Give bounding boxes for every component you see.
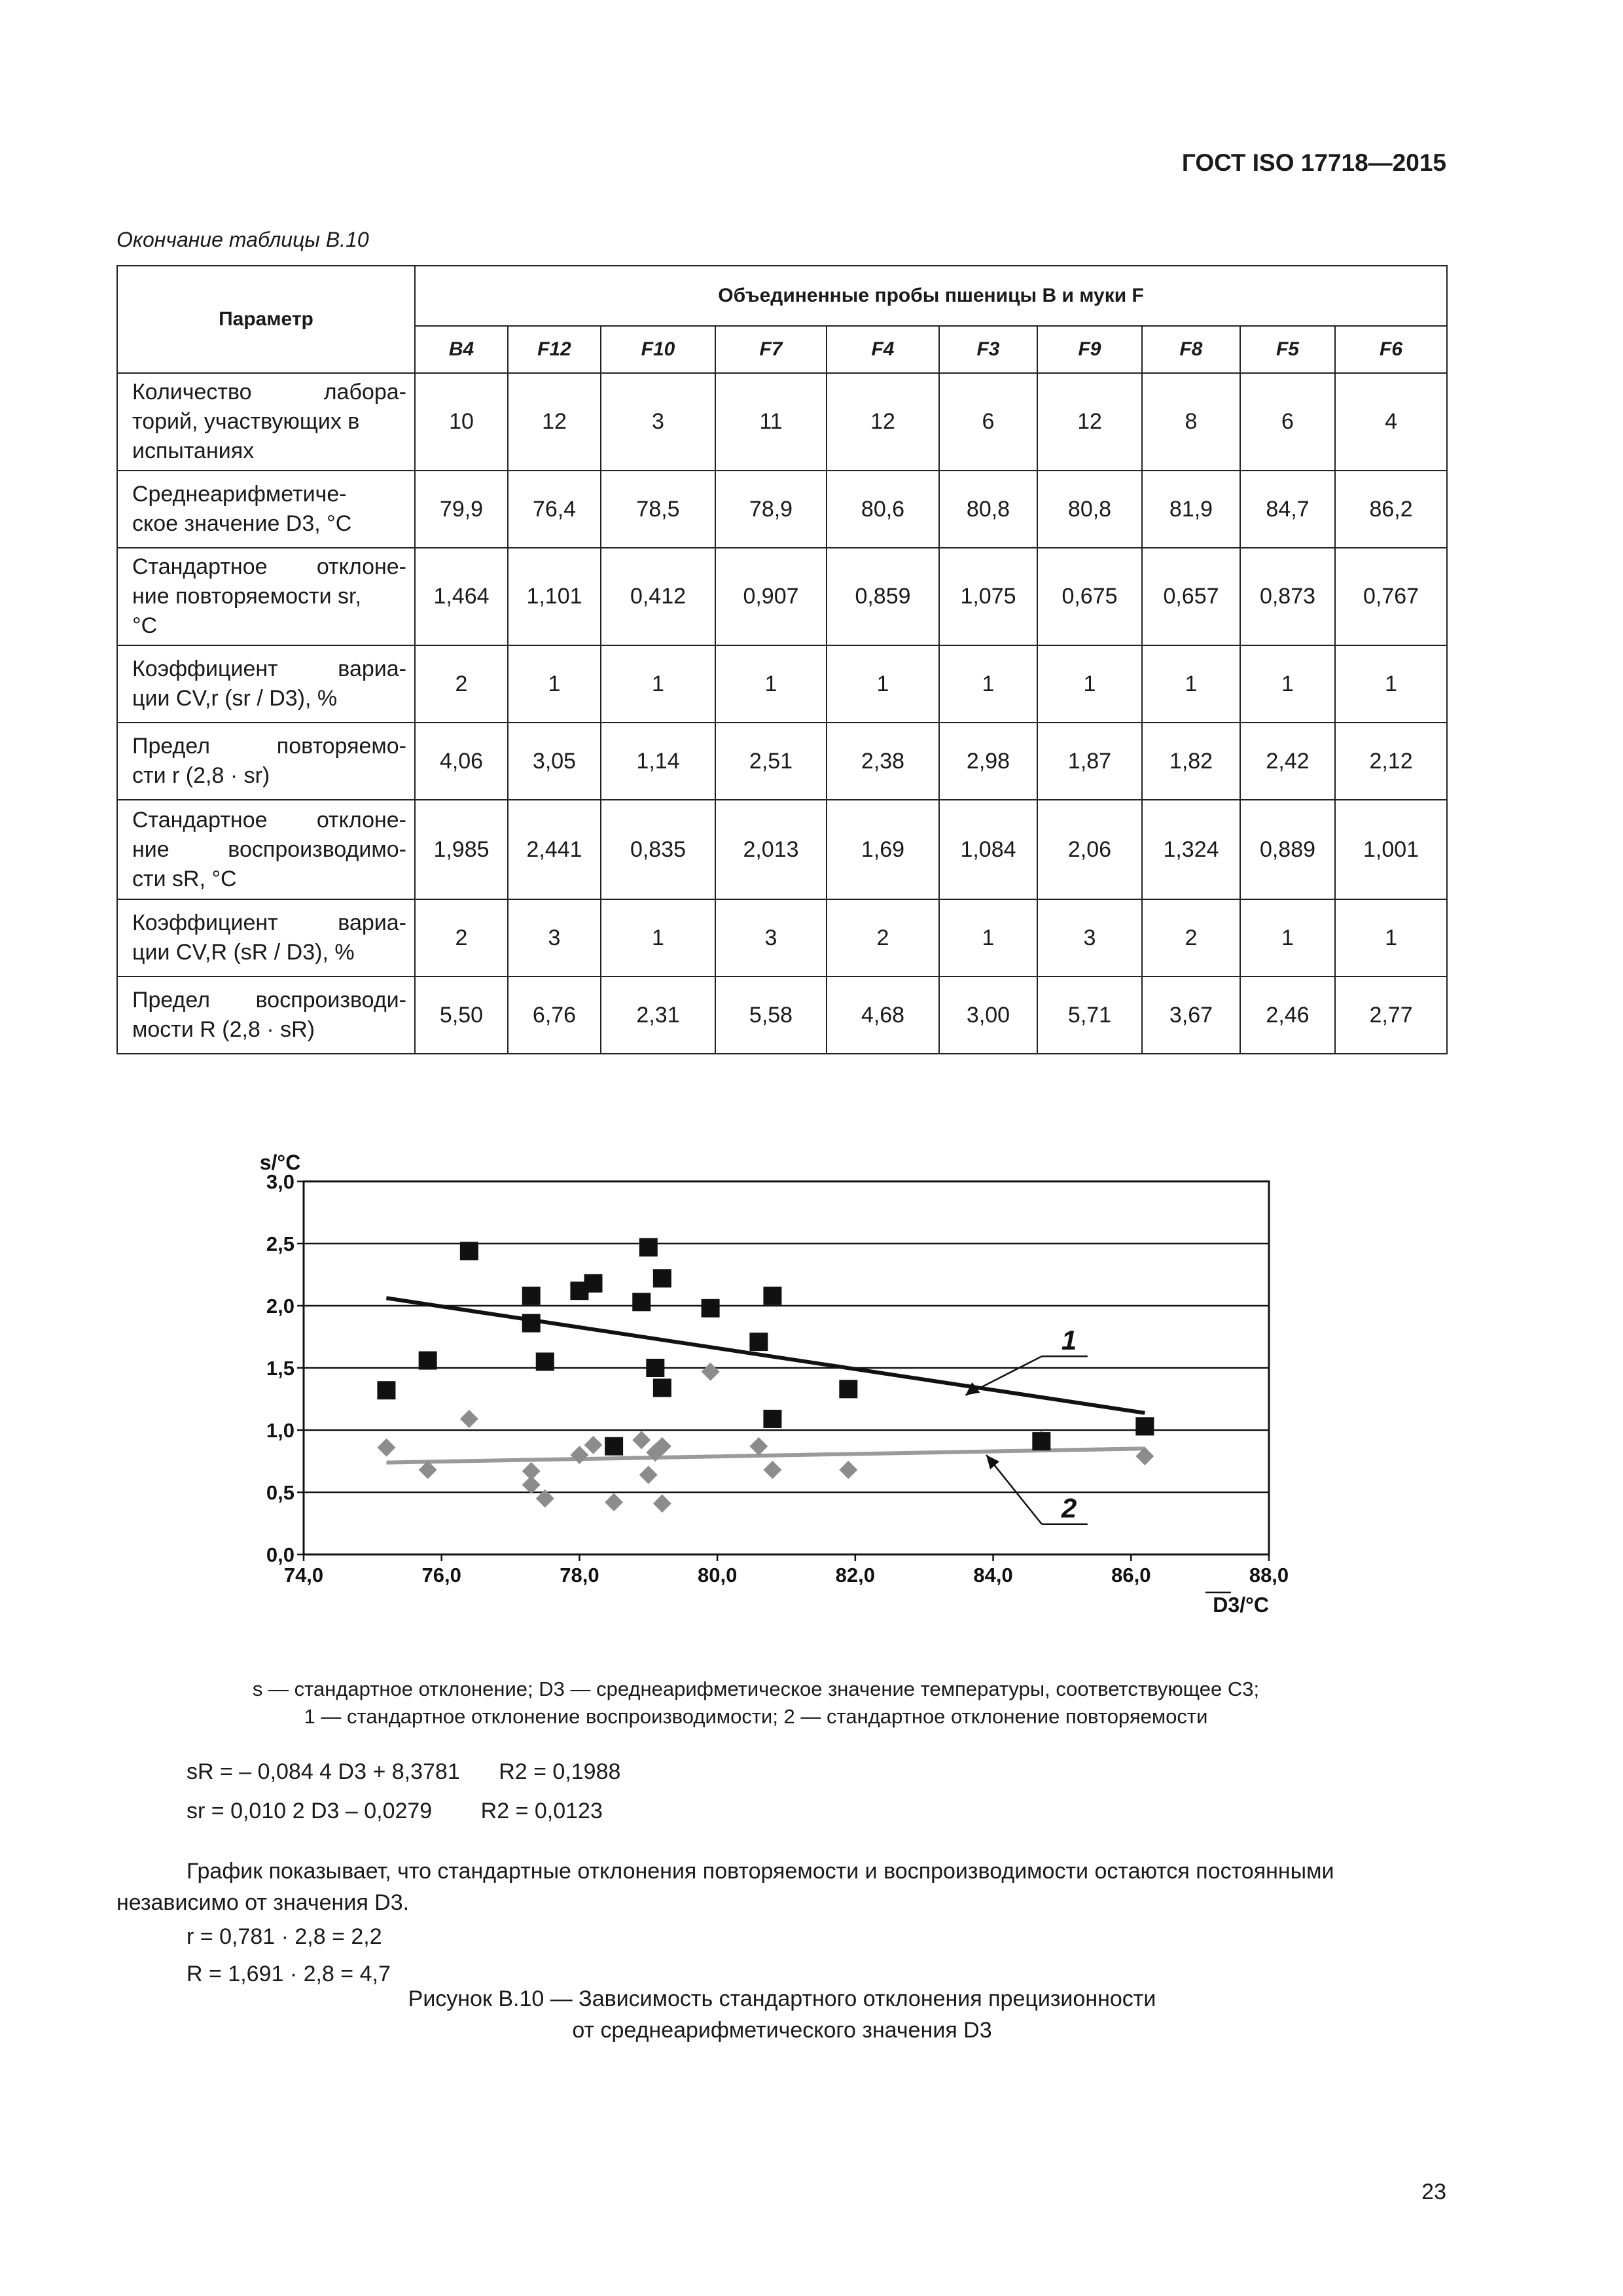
row-label — [117, 800, 415, 899]
group-header — [415, 266, 1447, 326]
value-cell: 12 — [508, 373, 601, 471]
value-cell: 2 — [827, 899, 939, 977]
value-cell: 5,71 — [1037, 977, 1142, 1054]
document-id: ГОСТ ISO 17718—2015 — [1181, 149, 1446, 176]
value-cell: 1 — [939, 899, 1037, 977]
data-point-repeatability — [570, 1446, 588, 1464]
value-cell: 2,441 — [508, 800, 601, 899]
value-cell: 2,013 — [715, 800, 827, 899]
value-cell: 3 — [601, 373, 715, 471]
table-row — [117, 373, 1447, 471]
value-cell: 3 — [508, 899, 601, 977]
equation-sR-r2: R2 = 0,1988 — [499, 1759, 621, 1784]
value-cell: 6 — [1240, 373, 1335, 471]
data-point-reproducibility — [653, 1378, 671, 1397]
row-label — [117, 548, 415, 645]
value-cell: 1 — [508, 645, 601, 723]
x-tick-label: 86,0 — [1111, 1564, 1151, 1587]
data-point-repeatability — [702, 1363, 720, 1381]
value-cell: 12 — [1037, 373, 1142, 471]
value-cell: 1 — [1240, 899, 1335, 977]
x-tick-label: 82,0 — [835, 1564, 876, 1587]
data-point-repeatability — [749, 1437, 768, 1456]
data-point-reproducibility — [377, 1381, 395, 1399]
row-label-line: ние повторяемости sr, — [132, 584, 361, 609]
value-cell: 0,889 — [1240, 800, 1335, 899]
table-row — [117, 471, 1447, 548]
value-cell: 2 — [1142, 899, 1240, 977]
data-point-repeatability — [839, 1461, 857, 1479]
data-point-repeatability — [522, 1476, 541, 1494]
data-point-reproducibility — [632, 1293, 651, 1311]
code-cell: F8 — [1142, 326, 1240, 373]
row-label-line: ции CV,R (sR / D3), % — [132, 940, 355, 965]
value-cell: 2,98 — [939, 723, 1037, 800]
value-cell: 1 — [1142, 645, 1240, 723]
table-row — [117, 723, 1447, 800]
row-label-line: испытаниях — [132, 439, 255, 463]
table-row — [117, 977, 1447, 1054]
value-cell: 5,50 — [415, 977, 508, 1054]
code-cell: F3 — [939, 326, 1037, 373]
value-cell: 1,14 — [601, 723, 715, 800]
value-cell: 11 — [715, 373, 827, 471]
row-label-line: Стандартное отклоне- — [132, 554, 406, 579]
row-label — [117, 899, 415, 977]
table-caption: Окончание таблицы В.10 — [116, 228, 369, 251]
value-cell: 1 — [1335, 899, 1447, 977]
value-cell: 0,907 — [715, 548, 827, 645]
figure-caption-line-2: от среднеарифметического значения D3 — [572, 2018, 992, 2043]
value-cell: 2,06 — [1037, 800, 1142, 899]
table-row — [117, 548, 1447, 645]
row-label — [117, 373, 415, 471]
table-row — [117, 899, 1447, 977]
value-cell: 6,76 — [508, 977, 601, 1054]
page-number: 23 — [1421, 2179, 1446, 2204]
value-cell: 84,7 — [1240, 471, 1335, 548]
value-cell: 76,4 — [508, 471, 601, 548]
value-cell: 81,9 — [1142, 471, 1240, 548]
code-cell: F5 — [1240, 326, 1335, 373]
value-cell: 6 — [939, 373, 1037, 471]
data-point-reproducibility — [522, 1314, 541, 1333]
equation-sr-r2: R2 = 0,0123 — [480, 1799, 603, 1823]
value-cell: 2,42 — [1240, 723, 1335, 800]
row-label-line: °C — [132, 613, 158, 638]
row-label-line: сти sR, °C — [132, 866, 237, 891]
value-cell: 78,9 — [715, 471, 827, 548]
code-cell: F12 — [508, 326, 601, 373]
value-cell: 78,5 — [601, 471, 715, 548]
value-cell: 1 — [939, 645, 1037, 723]
value-cell: 2 — [415, 645, 508, 723]
row-label-line: торий, участвующих в — [132, 409, 360, 434]
value-cell: 80,8 — [1037, 471, 1142, 548]
y-tick-label: 2,5 — [266, 1232, 294, 1255]
data-point-reproducibility — [460, 1242, 478, 1260]
value-cell: 5,58 — [715, 977, 827, 1054]
x-tick-label: 84,0 — [973, 1564, 1013, 1587]
data-point-repeatability — [632, 1431, 651, 1449]
value-cell: 1,985 — [415, 800, 508, 899]
value-cell: 2,51 — [715, 723, 827, 800]
value-cell: 0,412 — [601, 548, 715, 645]
value-cell: 1,075 — [939, 548, 1037, 645]
row-label — [117, 645, 415, 723]
data-point-repeatability — [584, 1436, 603, 1454]
x-tick-label: 80,0 — [697, 1564, 738, 1587]
figure-caption-line-1: Рисунок В.10 — Зависимость стандартного отклонения прецизионности — [408, 1986, 1156, 2011]
value-cell: 2,46 — [1240, 977, 1335, 1054]
data-point-reproducibility — [605, 1437, 623, 1456]
data-point-repeatability — [639, 1465, 658, 1484]
value-cell: 0,873 — [1240, 548, 1335, 645]
y-tick-label: 2,0 — [266, 1295, 294, 1318]
value-cell: 1,001 — [1335, 800, 1447, 899]
value-cell: 0,835 — [601, 800, 715, 899]
trend-line-repeatability — [386, 1448, 1145, 1462]
value-cell: 80,6 — [827, 471, 939, 548]
data-point-reproducibility — [419, 1352, 437, 1370]
code-cell: F7 — [715, 326, 827, 373]
value-cell: 4 — [1335, 373, 1447, 471]
row-label-line: ние воспроизводимо- — [132, 836, 406, 862]
code-cell: B4 — [415, 326, 508, 373]
equation-sR-text: sR = – 0,084 4 D3 + 8,3781 — [187, 1759, 460, 1784]
value-cell: 2,38 — [827, 723, 939, 800]
value-cell: 86,2 — [1335, 471, 1447, 548]
precision-table — [116, 265, 1448, 1054]
param-header: Параметр — [117, 266, 415, 373]
data-point-reproducibility — [584, 1274, 603, 1293]
y-tick-label: 0,5 — [266, 1481, 294, 1504]
row-label — [117, 723, 415, 800]
value-cell: 1,084 — [939, 800, 1037, 899]
x-tick-label: 78,0 — [560, 1564, 599, 1587]
value-cell: 1,101 — [508, 548, 601, 645]
value-cell: 0,675 — [1037, 548, 1142, 645]
value-cell: 79,9 — [415, 471, 508, 548]
data-point-reproducibility — [646, 1359, 664, 1377]
value-cell: 1 — [1037, 645, 1142, 723]
y-tick-label: 1,0 — [266, 1419, 294, 1442]
x-tick-label: 74,0 — [283, 1564, 324, 1587]
data-point-reproducibility — [1032, 1432, 1050, 1450]
data-point-repeatability — [763, 1461, 781, 1479]
table-row — [117, 645, 1447, 723]
value-cell: 3,05 — [508, 723, 601, 800]
data-point-reproducibility — [702, 1299, 720, 1318]
row-label-line: ское значение D3, °C — [132, 511, 352, 536]
value-cell: 1 — [1335, 645, 1447, 723]
value-cell: 3 — [1037, 899, 1142, 977]
value-cell: 3 — [715, 899, 827, 977]
row-label-line: Предел воспроизводи- — [132, 988, 406, 1013]
row-label — [117, 471, 415, 548]
value-cell: 2 — [415, 899, 508, 977]
x-axis-title: D3/°C — [1213, 1593, 1269, 1617]
row-label-line: Стандартное отклоне- — [132, 807, 406, 833]
y-tick-label: 0,0 — [266, 1543, 294, 1566]
value-cell: 2,31 — [601, 977, 715, 1054]
y-tick-label: 1,5 — [266, 1357, 294, 1380]
value-cell: 1,87 — [1037, 723, 1142, 800]
annotation-1: 1 — [1061, 1325, 1077, 1356]
annotation-2: 2 — [1061, 1492, 1077, 1524]
data-point-reproducibility — [763, 1410, 781, 1428]
value-cell: 80,8 — [939, 471, 1037, 548]
value-cell: 8 — [1142, 373, 1240, 471]
result-R: R = 1,691 · 2,8 = 4,7 — [187, 1962, 391, 1986]
conclusion-paragraph: График показывает, что стандартные отклонения повторяемости и воспроизводимости остаются постоянными независимо от значения D3. — [116, 1859, 1334, 1915]
data-point-reproducibility — [839, 1380, 857, 1398]
value-cell: 1 — [827, 645, 939, 723]
data-point-reproducibility — [1135, 1417, 1154, 1435]
value-cell: 1,69 — [827, 800, 939, 899]
data-point-reproducibility — [536, 1353, 554, 1371]
value-cell: 0,767 — [1335, 548, 1447, 645]
row-label-line: Коэффициент вариа- — [132, 656, 406, 681]
y-axis-title: s/°C — [259, 1151, 301, 1174]
row-label-line: Среднеарифметиче- — [132, 482, 347, 507]
row-label-line: Количество лабора- — [132, 380, 406, 404]
row-label-line: сти r (2,8 · sr) — [132, 763, 270, 788]
data-point-repeatability — [653, 1494, 671, 1513]
code-cell: F9 — [1037, 326, 1142, 373]
code-cell: F4 — [827, 326, 939, 373]
data-point-reproducibility — [639, 1238, 658, 1257]
code-cell: F10 — [601, 326, 715, 373]
value-cell: 1,324 — [1142, 800, 1240, 899]
equation-sR — [187, 1759, 620, 1785]
value-cell: 1,464 — [415, 548, 508, 645]
group-header-text: Объединенные пробы пшеницы B и муки F — [718, 285, 1144, 306]
value-cell: 1 — [715, 645, 827, 723]
value-cell: 1 — [601, 645, 715, 723]
data-point-reproducibility — [653, 1269, 671, 1287]
x-tick-label: 88,0 — [1249, 1564, 1289, 1587]
legend-line-1: s — стандартное отклонение; D3 — среднеарифметическое значение температуры, соответствующее С3; — [252, 1677, 1260, 1700]
row-label-line: мости R (2,8 · sR) — [132, 1017, 315, 1042]
value-cell: 1 — [601, 899, 715, 977]
data-point-repeatability — [460, 1410, 478, 1428]
value-cell: 12 — [827, 373, 939, 471]
data-point-repeatability — [377, 1439, 395, 1457]
y-tick-label: 3,0 — [266, 1170, 294, 1193]
code-cell: F6 — [1335, 326, 1447, 373]
x-tick-label: 76,0 — [421, 1564, 461, 1587]
value-cell: 4,68 — [827, 977, 939, 1054]
precision-chart — [249, 1145, 1309, 1630]
row-label-line: Коэффициент вариа- — [132, 910, 406, 935]
value-cell: 1 — [1240, 645, 1335, 723]
trend-line-reproducibility — [386, 1298, 1145, 1413]
legend-line-2: 1 — стандартное отклонение воспроизводимости; 2 — стандартное отклонение повторяемости — [304, 1705, 1208, 1728]
value-cell: 3,00 — [939, 977, 1037, 1054]
value-cell: 3,67 — [1142, 977, 1240, 1054]
value-cell: 0,859 — [827, 548, 939, 645]
value-cell: 2,12 — [1335, 723, 1447, 800]
data-point-reproducibility — [522, 1287, 541, 1305]
value-cell: 4,06 — [415, 723, 508, 800]
data-point-reproducibility — [749, 1333, 768, 1351]
equation-sr-text: sr = 0,010 2 D3 – 0,0279 — [187, 1799, 433, 1823]
data-point-reproducibility — [763, 1287, 781, 1305]
value-cell: 2,77 — [1335, 977, 1447, 1054]
value-cell: 1,82 — [1142, 723, 1240, 800]
value-cell: 10 — [415, 373, 508, 471]
chart-legend — [216, 1676, 1296, 1731]
row-label-line: ции CV,r (sr / D3), % — [132, 686, 338, 711]
table-row — [117, 800, 1447, 899]
value-cell: 0,657 — [1142, 548, 1240, 645]
figure-caption — [216, 1983, 1348, 2046]
annotation-2-arrowhead — [986, 1455, 999, 1469]
equation-sr — [187, 1799, 603, 1824]
row-label-line: Предел повторяемо- — [132, 734, 406, 759]
result-r: r = 0,781 · 2,8 = 2,2 — [187, 1924, 382, 1949]
row-label — [117, 977, 415, 1054]
data-point-repeatability — [605, 1493, 623, 1511]
